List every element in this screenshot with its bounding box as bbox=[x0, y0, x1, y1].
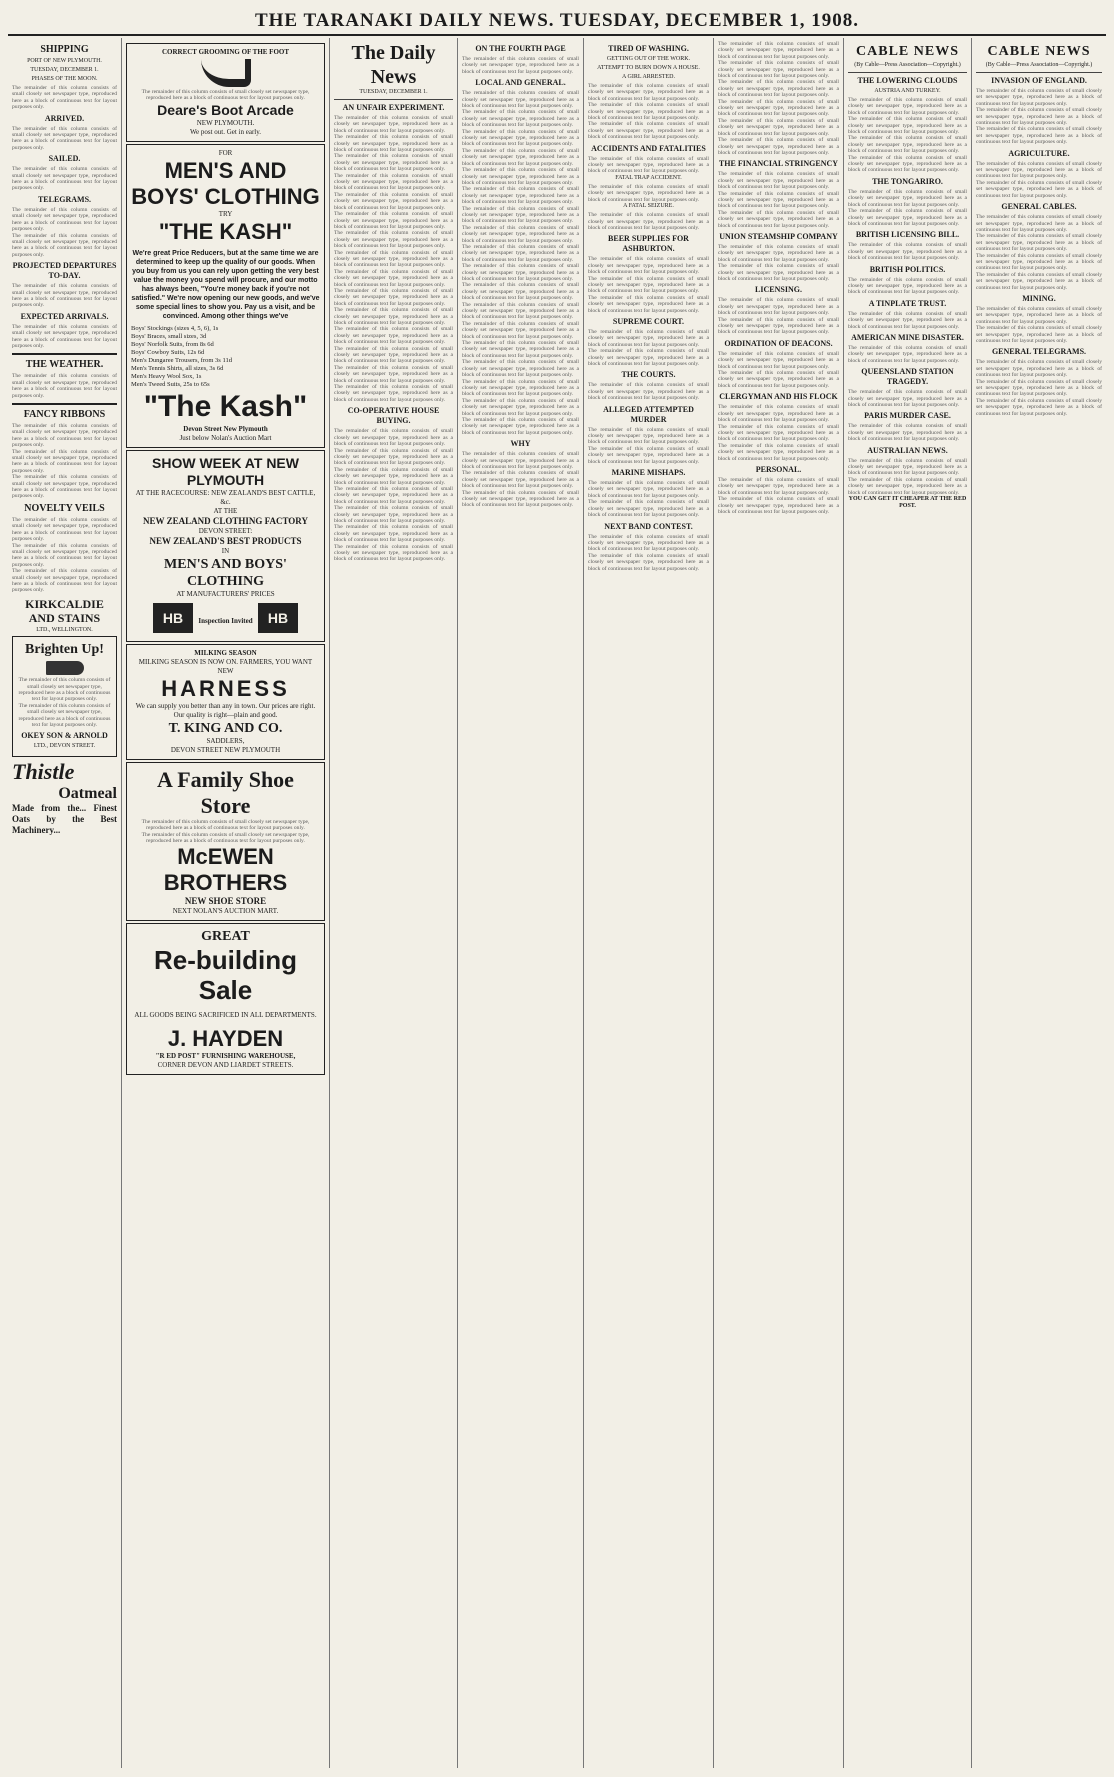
cable2-heading-6: GENERAL TELEGRAMS. bbox=[991, 347, 1087, 357]
body-text: The remainder of this column consists of small closely set newspaper type, reproduced here as a block of continuous text for layout purposes only. bbox=[718, 316, 839, 336]
body-text: The remainder of this column consists of small closely set newspaper type, reproduced here as a block of continuous text for layout purposes only. bbox=[12, 232, 117, 258]
news-heading-union: UNION STEAMSHIP COMPANY bbox=[719, 231, 838, 241]
body-text: The remainder of this column consists of small closely set newspaper type, reproduced here as a block of continuous text for layout purposes only. bbox=[334, 134, 453, 154]
body-text: The remainder of this column consists of small closely set newspaper type, reproduced here as a block of continuous text for layout purposes only. bbox=[976, 88, 1102, 107]
body-text: The remainder of this column consists of small closely set newspaper type, reproduced here as a block of continuous text for layout purposes only. bbox=[718, 137, 839, 156]
news-heading-financial: THE FINANCIAL STRINGENCY bbox=[718, 159, 839, 169]
body-text: The remainder of this column consists of small closely set newspaper type, reproduced here as a block of continuous text for layout purposes only. bbox=[588, 102, 709, 122]
deare-tagline: We post out. Get in early. bbox=[189, 127, 262, 136]
kash-ad bbox=[126, 144, 325, 448]
show-week-ad bbox=[126, 450, 325, 642]
body-text: The remainder of this column consists of small closely set newspaper type, reproduced here as a block of continuous text for layout purposes only. bbox=[976, 179, 1102, 199]
fourth-page-heading: ON THE FOURTH PAGE bbox=[475, 44, 566, 53]
body-text: The remainder of this column consists of small closely set newspaper type, reproduced here as a block of continuous text for layout purposes only. bbox=[848, 97, 967, 116]
body-text: The remainder of this column consists of small closely set newspaper type, reproduced here as a block of continuous text for layout purposes only. bbox=[334, 172, 453, 192]
deare-heading: Deare's Boot Arcade bbox=[157, 101, 294, 118]
divider bbox=[334, 99, 453, 100]
body-text: The remainder of this column consists of small closely set newspaper type, reproduced here as a block of continuous text for layout purposes only. bbox=[12, 323, 117, 349]
body-text: The remainder of this column consists of small closely set newspaper type, reproduced here as a block of continuous text for layout purposes only. bbox=[334, 326, 453, 346]
cable-news-sub-2: (By Cable—Press Association—Copyright.) bbox=[985, 62, 1093, 68]
news-sub-3: A GIRL ARRESTED. bbox=[622, 74, 675, 80]
body-text: The remainder of this column consists of small closely set newspaper type, reproduced here as a block of continuous text for layout purposes only. bbox=[718, 117, 839, 137]
news-heading-1: TIRED OF WASHING. bbox=[608, 44, 689, 53]
body-text: The remainder of this column consists of small closely set newspaper type, reproduced here as a block of continuous text for layout purposes only. bbox=[588, 294, 709, 314]
body-text: The remainder of this column consists of small closely set newspaper type, reproduced here as a block of continuous text for layout purposes only. bbox=[462, 301, 579, 321]
body-text: The remainder of this column consists of small closely set newspaper type, reproduced here as a block of continuous text for layout purposes only. bbox=[976, 325, 1102, 344]
body-text: The remainder of this column consists of small closely set newspaper type, reproduced here as a block of continuous text for layout purposes only. bbox=[12, 166, 117, 192]
hb-logo-left: HB bbox=[153, 603, 193, 633]
why-heading: WHY bbox=[510, 439, 531, 449]
column-news-2 bbox=[714, 38, 844, 1768]
body-text: The remainder of this column consists of small closely set newspaper type, reproduced here as a block of continuous text for layout purposes only. bbox=[462, 224, 579, 244]
deare-sub: NEW PLYMOUTH. bbox=[196, 118, 255, 127]
cable2-heading-5: MINING. bbox=[1022, 293, 1056, 303]
body-text: The remainder of this column consists of small closely set newspaper type, reproduced here as a block of continuous text for layout purposes only. bbox=[976, 359, 1102, 379]
body-text: The remainder of this column consists of small closely set newspaper type, reproduced here as a block of continuous text for layout purposes only. bbox=[976, 305, 1102, 325]
body-text: The remainder of this column consists of small closely set newspaper type, reproduced here as a block of continuous text for layout purposes only. bbox=[462, 167, 579, 186]
body-text: The remainder of this column consists of small closely set newspaper type, reproduced here as a block of continuous text for layout purposes only. bbox=[718, 190, 839, 210]
cable-news-heading-2: CABLE NEWS bbox=[987, 44, 1091, 59]
body-text: The remainder of this column consists of small closely set newspaper type, reproduced here as a block of continuous text for layout purposes only. bbox=[848, 389, 967, 408]
thistle-heading: Thistle bbox=[12, 759, 75, 785]
moon-heading: PHASES OF THE MOON. bbox=[31, 76, 98, 82]
hb-logo-right: HB bbox=[258, 603, 298, 633]
brighten-up-ad bbox=[12, 636, 117, 758]
news-heading-licensing: LICENSING. bbox=[755, 285, 802, 295]
harness-ad bbox=[126, 644, 325, 760]
body-text: The remainder of this column consists of small closely set newspaper type, reproduced here as a block of continuous text for layout purposes only. bbox=[334, 211, 453, 230]
body-text: The remainder of this column consists of small closely set newspaper type, reproduced here as a block of continuous text for layout purposes only. bbox=[718, 370, 839, 389]
devon-street: DEVON STREET: bbox=[198, 526, 253, 535]
kash-address-2: Just below Nolan's Auction Mart bbox=[179, 433, 272, 442]
column-ads bbox=[122, 38, 330, 1768]
body-text: The remainder of this column consists of small closely set newspaper type, reproduced here as a block of continuous text for layout purposes only. bbox=[141, 89, 310, 102]
in-label: IN bbox=[221, 546, 230, 555]
milking-sub: MILKING SEASON IS NOW ON. FARMERS, YOU WANT NEW bbox=[138, 657, 313, 675]
body-text: The remainder of this column consists of small closely set newspaper type, reproduced here as a block of continuous text for layout purposes only. bbox=[588, 256, 709, 276]
king-heading: T. KING AND CO. bbox=[168, 720, 283, 736]
okey-sub: LTD., DEVON STREET. bbox=[33, 743, 96, 750]
columns bbox=[8, 38, 1106, 1768]
divider bbox=[976, 72, 1102, 73]
mcewen-address: NEXT NOLAN'S AUCTION MART. bbox=[172, 907, 279, 916]
rebuilding-sale-heading: Re-building Sale bbox=[154, 945, 297, 1006]
news-sub-2: ATTEMPT TO BURN DOWN A HOUSE. bbox=[597, 65, 700, 71]
body-text: The remainder of this column consists of small closely set newspaper type, reproduced here as a block of continuous text for layout purposes only. bbox=[848, 116, 967, 136]
great-label: GREAT bbox=[201, 929, 250, 945]
body-text: The remainder of this column consists of small closely set newspaper type, reproduced here as a block of continuous text for layout purposes only. bbox=[334, 345, 453, 365]
manufacturers-prices: AT MANUFACTURERS' PRICES bbox=[176, 589, 275, 598]
body-text: The remainder of this column consists of small closely set newspaper type, reproduced here as a block of continuous text for layout purposes only. bbox=[18, 677, 111, 703]
body-text: The remainder of this column consists of small closely set newspaper type, reproduced here as a block of continuous text for layout purposes only. bbox=[462, 378, 579, 398]
body-text: The remainder of this column consists of small closely set newspaper type, reproduced here as a block of continuous text for layout purposes only. bbox=[12, 516, 117, 543]
kirkcaldie-heading: KIRKCALDIE AND STAINS bbox=[25, 596, 104, 625]
family-shoe-heading: A Family Shoe Store bbox=[157, 766, 294, 818]
body-text: The remainder of this column consists of small closely set newspaper type, reproduced here as a block of continuous text for layout purposes only. bbox=[462, 109, 579, 129]
body-text: The remainder of this column consists of small closely set newspaper type, reproduced here as a block of continuous text for layout purposes only. bbox=[718, 60, 839, 80]
red-post-tagline: YOU CAN GET IT CHEAPER AT THE RED POST. bbox=[848, 496, 967, 510]
body-text: The remainder of this column consists of small closely set newspaper type, reproduced here as a block of continuous text for layout purposes only. bbox=[588, 328, 709, 348]
daily-news-title: The Daily News bbox=[351, 42, 436, 88]
body-text: The remainder of this column consists of small closely set newspaper type, reproduced here as a block of continuous text for layout purposes only. bbox=[334, 191, 453, 211]
body-text: The remainder of this column consists of small closely set newspaper type, reproduced here as a block of continuous text for layout purposes only. bbox=[848, 242, 967, 262]
local-general-heading: LOCAL AND GENERAL. bbox=[475, 78, 566, 88]
editorial-heading-2: CO-OPERATIVE HOUSE BUYING. bbox=[347, 406, 440, 426]
body-text: The remainder of this column consists of small closely set newspaper type, reproduced here as a block of continuous text for layout purposes only. bbox=[462, 186, 579, 206]
body-text: The remainder of this column consists of small closely set newspaper type, reproduced here as a block of continuous text for layout purposes only. bbox=[12, 423, 117, 449]
news-heading-5: FATAL TRAP ACCIDENT. bbox=[615, 174, 682, 181]
body-text: The remainder of this column consists of small closely set newspaper type, reproduced here as a block of continuous text for layout purposes only. bbox=[462, 359, 579, 379]
cable-heading-4: BRITISH LICENSING BILL. bbox=[855, 230, 960, 240]
news-heading-9: THE COURTS. bbox=[621, 370, 676, 380]
body-text: The remainder of this column consists of small closely set newspaper type, reproduced here as a block of continuous text for layout purposes only. bbox=[334, 364, 453, 384]
body-text: The remainder of this column consists of small closely set newspaper type, reproduced here as a block of continuous text for layout purposes only. bbox=[718, 350, 839, 370]
news-heading-8: SUPREME COURT. bbox=[612, 316, 685, 326]
body-text: The remainder of this column consists of small closely set newspaper type, reproduced here as a block of continuous text for layout purposes only. bbox=[462, 263, 579, 282]
body-text: The remainder of this column consists of small closely set newspaper type, reproduced here as a block of continuous text for layout purposes only. bbox=[588, 348, 709, 367]
body-text: The remainder of this column consists of small closely set newspaper type, reproduced here as a block of continuous text for layout purposes only. bbox=[462, 128, 579, 148]
body-text: The remainder of this column consists of small closely set newspaper type, reproduced here as a block of continuous text for layout purposes only. bbox=[588, 426, 709, 446]
telegrams-heading: TELEGRAMS. bbox=[37, 194, 92, 204]
body-text: The remainder of this column consists of small closely set newspaper type, reproduced here as a block of continuous text for layout purposes only. bbox=[848, 344, 967, 364]
body-text: The remainder of this column consists of small closely set newspaper type, reproduced here as a block of continuous text for layout purposes only. bbox=[718, 442, 839, 462]
body-text: The remainder of this column consists of small closely set newspaper type, reproduced here as a block of continuous text for layout purposes only. bbox=[462, 451, 579, 470]
sailed-heading: SAILED. bbox=[48, 154, 81, 164]
body-text: The remainder of this column consists of small closely set newspaper type, reproduced here as a block of continuous text for layout purposes only. bbox=[718, 496, 839, 515]
for-label: FOR bbox=[218, 148, 233, 157]
divider bbox=[848, 72, 967, 73]
oatmeal-tagline: Made from the... Finest Oats by the Best Machinery... bbox=[12, 803, 117, 836]
body-text: The remainder of this column consists of small closely set newspaper type, reproduced here as a block of continuous text for layout purposes only. bbox=[334, 524, 453, 544]
body-text: The remainder of this column consists of small closely set newspaper type, reproduced here as a block of continuous text for layout purposes only. bbox=[976, 160, 1102, 180]
body-text: The remainder of this column consists of small closely set newspaper type, reproduced here as a block of continuous text for layout purposes only. bbox=[848, 135, 967, 155]
body-text: The remainder of this column consists of small closely set newspaper type, reproduced here as a block of continuous text for layout purposes only. bbox=[718, 263, 839, 282]
harness-sub: We can supply you better than any in town. Our prices are right. Our quality is right—plain and good. bbox=[135, 701, 316, 719]
body-text: The remainder of this column consists of small closely set newspaper type, reproduced here as a block of continuous text for layout purposes only. bbox=[588, 445, 709, 465]
news-heading-6: A FATAL SEIZURE. bbox=[623, 203, 674, 210]
body-text: The remainder of this column consists of small closely set newspaper type, reproduced here as a block of continuous text for layout purposes only. bbox=[588, 552, 709, 572]
milking-heading: MILKING SEASON bbox=[194, 648, 257, 657]
body-text: The remainder of this column consists of small closely set newspaper type, reproduced here as a block of continuous text for layout purposes only. bbox=[141, 831, 310, 845]
body-text: The remainder of this column consists of small closely set newspaper type, reproduced here as a block of continuous text for layout purposes only. bbox=[848, 423, 967, 443]
kash-heading: "THE KASH" bbox=[158, 218, 293, 244]
body-text: The remainder of this column consists of small closely set newspaper type, reproduced here as a block of continuous text for layout purposes only. bbox=[334, 384, 453, 403]
brush-icon bbox=[46, 661, 84, 675]
divider bbox=[12, 403, 117, 405]
deare-ad bbox=[126, 43, 325, 142]
body-text: The remainder of this column consists of small closely set newspaper type, reproduced here as a block of continuous text for layout purposes only. bbox=[718, 171, 839, 191]
arrived-heading: ARRIVED. bbox=[44, 113, 85, 123]
body-text: The remainder of this column consists of small closely set newspaper type, reproduced here as a block of continuous text for layout purposes only. bbox=[334, 153, 453, 173]
saddlers-label: SADDLERS, bbox=[206, 736, 245, 745]
rebuilding-sale-ad bbox=[126, 923, 325, 1075]
body-text: The remainder of this column consists of small closely set newspaper type, reproduced here as a block of continuous text for layout purposes only. bbox=[12, 568, 117, 594]
expected-heading: EXPECTED ARRIVALS. bbox=[20, 311, 109, 321]
body-text: The remainder of this column consists of small closely set newspaper type, reproduced here as a block of continuous text for layout purposes only. bbox=[462, 489, 579, 509]
body-text: The remainder of this column consists of small closely set newspaper type, reproduced here as a block of continuous text for layout purposes only. bbox=[12, 85, 117, 111]
body-text: The remainder of this column consists of small closely set newspaper type, reproduced here as a block of continuous text for layout purposes only. bbox=[718, 423, 839, 443]
kirkcaldie-sub: LTD., WELLINGTON. bbox=[36, 626, 93, 633]
cable-news-heading: CABLE NEWS bbox=[856, 44, 959, 59]
news-heading-clergyman: CLERGYMAN AND HIS FLOCK bbox=[719, 392, 838, 402]
body-text: The remainder of this column consists of small closely set newspaper type, reproduced here as a block of continuous text for layout purposes only. bbox=[588, 155, 709, 175]
weather-heading: THE WEATHER. bbox=[25, 359, 104, 371]
kash-big-heading: "The Kash" bbox=[143, 389, 308, 423]
body-text: The remainder of this column consists of small closely set newspaper type, reproduced here as a block of continuous text for layout purposes only. bbox=[12, 474, 117, 500]
try-label: TRY bbox=[218, 209, 233, 218]
mens-clothing-heading-2: MEN'S AND BOYS' CLOTHING bbox=[164, 556, 287, 589]
cable-heading-9: PARIS MURDER CASE. bbox=[864, 411, 951, 421]
body-text: The remainder of this column consists of small closely set newspaper type, reproduced here as a block of continuous text for layout purposes only. bbox=[588, 212, 709, 231]
cable-sub-2: AUSTRIA AND TURKEY. bbox=[874, 88, 941, 94]
body-text: The remainder of this column consists of small closely set newspaper type, reproduced here as a block of continuous text for layout purposes only. bbox=[718, 297, 839, 317]
kash-address: Devon Street New Plymouth bbox=[183, 424, 268, 433]
body-text: The remainder of this column consists of small closely set newspaper type, reproduced here as a block of continuous text for layout purposes only. bbox=[848, 310, 967, 330]
body-text: The remainder of this column consists of small closely set newspaper type, reproduced here as a block of continuous text for layout purposes only. bbox=[462, 320, 579, 340]
column-cables-2 bbox=[972, 38, 1106, 1768]
okey-heading: OKEY SON & ARNOLD bbox=[21, 731, 108, 741]
body-text: The remainder of this column consists of small closely set newspaper type, reproduced here as a block of continuous text for layout purposes only. bbox=[141, 818, 310, 832]
brighten-up-heading: Brighten Up! bbox=[25, 641, 104, 657]
body-text: The remainder of this column consists of small closely set newspaper type, reproduced here as a block of continuous text for layout purposes only. bbox=[718, 476, 839, 496]
body-text: The remainder of this column consists of small closely set newspaper type, reproduced here as a block of continuous text for layout purposes only. bbox=[718, 243, 839, 263]
body-text: The remainder of this column consists of small closely set newspaper type, reproduced here as a block of continuous text for layout purposes only. bbox=[334, 485, 453, 505]
body-text: The remainder of this column consists of small closely set newspaper type, reproduced here as a block of continuous text for layout purposes only. bbox=[12, 283, 117, 309]
show-week-heading: SHOW WEEK AT NEW PLYMOUTH bbox=[152, 454, 299, 488]
body-text: The remainder of this column consists of small closely set newspaper type, reproduced here as a block of continuous text for layout purposes only. bbox=[462, 397, 579, 417]
column-news-1 bbox=[584, 38, 714, 1768]
body-text: The remainder of this column consists of small closely set newspaper type, reproduced here as a block of continuous text for layout purposes only. bbox=[976, 233, 1102, 253]
inspection-invited: Inspection Invited bbox=[198, 616, 253, 625]
body-text: The remainder of this column consists of small closely set newspaper type, reproduced here as a block of continuous text for layout purposes only. bbox=[718, 209, 839, 229]
body-text: The remainder of this column consists of small closely set newspaper type, reproduced here as a block of continuous text for layout purposes only. bbox=[334, 307, 453, 326]
body-text: The remainder of this column consists of small closely set newspaper type, reproduced here as a block of continuous text for layout purposes only. bbox=[718, 404, 839, 424]
body-text: The remainder of this column consists of small closely set newspaper type, reproduced here as a block of continuous text for layout purposes only. bbox=[588, 533, 709, 553]
cable-heading-6: A TINPLATE TRUST. bbox=[868, 298, 947, 308]
cable2-heading-4: GENERAL CABLES. bbox=[1001, 202, 1077, 212]
body-text: The remainder of this column consists of small closely set newspaper type, reproduced here as a block of continuous text for layout purposes only. bbox=[334, 428, 453, 448]
editorial-date: TUESDAY, DECEMBER 1. bbox=[359, 89, 428, 95]
body-text: The remainder of this column consists of small closely set newspaper type, reproduced here as a block of continuous text for layout purposes only. bbox=[718, 79, 839, 99]
body-text: The remainder of this column consists of small closely set newspaper type, reproduced here as a block of continuous text for layout purposes only. bbox=[588, 83, 709, 102]
column-cables-1 bbox=[844, 38, 972, 1768]
newspaper-page bbox=[8, 6, 1106, 1770]
cable-heading-2: THE LOWERING CLOUDS bbox=[857, 76, 958, 85]
body-text: The remainder of this column consists of small closely set newspaper type, reproduced here as a block of continuous text for layout purposes only. bbox=[588, 499, 709, 519]
body-text: The remainder of this column consists of small closely set newspaper type, reproduced here as a block of continuous text for layout purposes only. bbox=[588, 382, 709, 402]
body-text: The remainder of this column consists of small closely set newspaper type, reproduced here as a block of continuous text for layout purposes only. bbox=[462, 205, 579, 225]
body-text: The remainder of this column consists of small closely set newspaper type, reproduced here as a block of continuous text for layout purposes only. bbox=[588, 275, 709, 295]
body-text: The remainder of this column consists of small closely set newspaper type, reproduced here as a block of continuous text for layout purposes only. bbox=[848, 208, 967, 227]
news-sub-1: GETTING OUT OF THE WORK. bbox=[606, 56, 691, 62]
body-text: The remainder of this column consists of small closely set newspaper type, reproduced here as a block of continuous text for layout purposes only. bbox=[334, 466, 453, 486]
family-shoe-ad bbox=[126, 762, 325, 922]
body-text: The remainder of this column consists of small closely set newspaper type, reproduced here as a block of continuous text for layout purposes only. bbox=[12, 206, 117, 233]
body-text: The remainder of this column consists of small closely set newspaper type, reproduced here as a block of continuous text for layout purposes only. bbox=[462, 90, 579, 110]
body-text: The remainder of this column consists of small closely set newspaper type, reproduced here as a block of continuous text for layout purposes only. bbox=[334, 287, 453, 307]
shipping-date: TUESDAY, DECEMBER 1. bbox=[30, 67, 99, 73]
news-heading-4: ACCIDENTS AND FATALITIES bbox=[591, 143, 706, 153]
news-heading-12: NEXT BAND CONTEST. bbox=[604, 521, 693, 531]
body-text: The remainder of this column consists of small closely set newspaper type, reproduced here as a block of continuous text for layout purposes only. bbox=[12, 448, 117, 474]
cable2-heading-2: INVASION OF ENGLAND. bbox=[991, 76, 1087, 85]
cable-news-sub: (By Cable—Press Association—Copyright.) bbox=[854, 62, 961, 68]
body-text: The remainder of this column consists of small closely set newspaper type, reproduced here as a block of continuous text for layout purposes only. bbox=[462, 470, 579, 490]
kash-text: We're great Price Reducers, but at the same time we are determined to keep up the quality of our goods. When you buy from us you can rely upon getting the very best value the money you spend will procure, and our motto has always been, "You're money back if you're not satisfied." We're now opening our new goods, and we've some special lines to show you. Pay us a visit, and be convinced. Among other things we've bbox=[131, 249, 320, 320]
body-text: The remainder of this column consists of small closely set newspaper type, reproduced here as a block of continuous text for layout purposes only. bbox=[462, 340, 579, 359]
at-the-label: AT THE bbox=[213, 506, 238, 515]
kash-price-list: Boys' Stockings (sizes 4, 5, 6), 1s Boys' Braces, small sizes, 3d Boys' Norfolk Suits, from 8s 6d Boys' Cowboy Suits, 12s 6d Men's Dungaree Trousers, from 3s 11d Men's Tennis Shirts, all sizes, 3s 6d Men's Heavy Wool Sox, 1s Men's Tweed Suits, 25s to 65s bbox=[131, 324, 232, 388]
body-text: The remainder of this column consists of small closely set newspaper type, reproduced here as a block of continuous text for layout purposes only. bbox=[462, 56, 579, 75]
news-heading-7: BEER SUPPLIES FOR ASHBURTON. bbox=[608, 234, 689, 254]
king-address: DEVON STREET NEW PLYMOUTH bbox=[170, 745, 281, 754]
corner-line: CORNER DEVON AND LIARDET STREETS. bbox=[157, 1061, 294, 1070]
body-text: The remainder of this column consists of small closely set newspaper type, reproduced here as a block of continuous text for layout purposes only. bbox=[334, 543, 453, 563]
novelty-veils-heading: NOVELTY VEILS bbox=[24, 502, 105, 514]
red-post-line: "R ED POST" FURNISHING WAREHOUSE, bbox=[155, 1052, 296, 1061]
port-heading: PORT OF NEW PLYMOUTH. bbox=[27, 58, 102, 64]
body-text: The remainder of this column consists of small closely set newspaper type, reproduced here as a block of continuous text for layout purposes only. bbox=[334, 505, 453, 524]
fancy-ribbons-heading: FANCY RIBBONS bbox=[23, 409, 106, 420]
body-text: The remainder of this column consists of small closely set newspaper type, reproduced here as a block of continuous text for layout purposes only. bbox=[976, 126, 1102, 146]
body-text: The remainder of this column consists of small closely set newspaper type, reproduced here as a block of continuous text for layout purposes only. bbox=[588, 121, 709, 141]
mens-clothing-heading: MEN'S AND BOYS' CLOTHING bbox=[131, 157, 320, 209]
body-text: The remainder of this column consists of small closely set newspaper type, reproduced here as a block of continuous text for layout purposes only. bbox=[976, 397, 1102, 417]
body-text: The remainder of this column consists of small closely set newspaper type, reproduced here as a block of continuous text for layout purposes only. bbox=[848, 154, 967, 174]
body-text: The remainder of this column consists of small closely set newspaper type, reproduced here as a block of continuous text for layout purposes only. bbox=[12, 373, 117, 399]
body-text: The remainder of this column consists of small closely set newspaper type, reproduced here as a block of continuous text for layout purposes only. bbox=[718, 98, 839, 118]
hayden-heading: J. HAYDEN bbox=[167, 1026, 284, 1052]
divider bbox=[12, 353, 117, 355]
body-text: The remainder of this column consists of small closely set newspaper type, reproduced here as a block of continuous text for layout purposes only. bbox=[334, 447, 453, 467]
cable-heading-10: AUSTRALIAN NEWS. bbox=[867, 445, 948, 455]
shipping-heading: SHIPPING bbox=[40, 44, 89, 55]
body-text: The remainder of this column consists of small closely set newspaper type, reproduced here as a block of continuous text for layout purposes only. bbox=[462, 147, 579, 167]
cable-heading-5: BRITISH POLITICS. bbox=[869, 264, 946, 274]
body-text: The remainder of this column consists of small closely set newspaper type, reproduced here as a block of continuous text for layout purposes only. bbox=[848, 457, 967, 477]
body-text: The remainder of this column consists of small closely set newspaper type, reproduced here as a block of continuous text for layout purposes only. bbox=[12, 542, 117, 568]
body-text: The remainder of this column consists of small closely set newspaper type, reproduced here as a block of continuous text for layout purposes only. bbox=[12, 125, 117, 151]
news-heading-10: ALLEGED ATTEMPTED MURDER bbox=[603, 404, 694, 424]
new-shoe-store: NEW SHOE STORE bbox=[184, 896, 267, 907]
body-text: The remainder of this column consists of small closely set newspaper type, reproduced here as a block of continuous text for layout purposes only. bbox=[334, 268, 453, 288]
nzcf-heading: NEW ZEALAND CLOTHING FACTORY bbox=[143, 515, 308, 526]
news-heading-personal: PERSONAL. bbox=[755, 464, 802, 474]
column-shipping bbox=[8, 38, 122, 1768]
body-text: The remainder of this column consists of small closely set newspaper type, reproduced here as a block of continuous text for layout purposes only. bbox=[18, 702, 111, 728]
column-local bbox=[458, 38, 584, 1768]
best-products-heading: NEW ZEALAND'S BEST PRODUCTS bbox=[149, 535, 302, 546]
body-text: The remainder of this column consists of small closely set newspaper type, reproduced here as a block of continuous text for layout purposes only. bbox=[848, 476, 967, 496]
newspaper-masthead: THE TARANAKI DAILY NEWS. TUESDAY, DECEMBER 1, 1908. bbox=[8, 6, 1106, 36]
body-text: The remainder of this column consists of small closely set newspaper type, reproduced here as a block of continuous text for layout purposes only. bbox=[976, 107, 1102, 127]
body-text: The remainder of this column consists of small closely set newspaper type, reproduced here as a block of continuous text for layout purposes only. bbox=[976, 214, 1102, 233]
harness-heading: HARNESS bbox=[161, 675, 290, 701]
body-text: The remainder of this column consists of small closely set newspaper type, reproduced here as a block of continuous text for layout purposes only. bbox=[334, 115, 453, 134]
body-text: The remainder of this column consists of small closely set newspaper type, reproduced here as a block of continuous text for layout purposes only. bbox=[718, 41, 839, 60]
shoe-icon bbox=[201, 59, 251, 87]
correct-grooming-heading: CORRECT GROOMING OF THE FOOT bbox=[161, 48, 290, 56]
cable2-heading-3: AGRICULTURE. bbox=[1008, 148, 1070, 158]
cable-heading-7: AMERICAN MINE DISASTER. bbox=[851, 332, 964, 342]
racecourse-line: AT THE RACECOURSE: NEW ZEALAND'S BEST CATTLE, &c. bbox=[135, 488, 316, 506]
body-text: The remainder of this column consists of small closely set newspaper type, reproduced here as a block of continuous text for layout purposes only. bbox=[588, 183, 709, 203]
body-text: The remainder of this column consists of small closely set newspaper type, reproduced here as a block of continuous text for layout purposes only. bbox=[462, 416, 579, 436]
body-text: The remainder of this column consists of small closely set newspaper type, reproduced here as a block of continuous text for layout purposes only. bbox=[976, 252, 1102, 272]
cable-heading-8: QUEENSLAND STATION TRAGEDY. bbox=[861, 367, 954, 387]
body-text: The remainder of this column consists of small closely set newspaper type, reproduced here as a block of continuous text for layout purposes only. bbox=[976, 378, 1102, 398]
news-heading-11: MARINE MISHAPS. bbox=[611, 468, 686, 478]
editorial-heading-1: AN UNFAIR EXPERIMENT. bbox=[342, 103, 445, 112]
body-text: The remainder of this column consists of small closely set newspaper type, reproduced here as a block of continuous text for layout purposes only. bbox=[334, 230, 453, 250]
body-text: The remainder of this column consists of small closely set newspaper type, reproduced here as a block of continuous text for layout purposes only. bbox=[588, 480, 709, 499]
oatmeal-heading: Oatmeal bbox=[58, 785, 117, 803]
body-text: The remainder of this column consists of small closely set newspaper type, reproduced here as a block of continuous text for layout purposes only. bbox=[462, 282, 579, 302]
projected-heading: PROJECTED DEPARTURES TO-DAY. bbox=[12, 261, 117, 281]
cable-heading-3: THE TONGARIRO. bbox=[872, 176, 943, 186]
body-text: The remainder of this column consists of small closely set newspaper type, reproduced here as a block of continuous text for layout purposes only. bbox=[462, 243, 579, 263]
body-text: The remainder of this column consists of small closely set newspaper type, reproduced here as a block of continuous text for layout purposes only. bbox=[848, 188, 967, 208]
news-heading-deacons: ORDINATION OF DEACONS. bbox=[724, 338, 833, 348]
body-text: The remainder of this column consists of small closely set newspaper type, reproduced here as a block of continuous text for layout purposes only. bbox=[976, 271, 1102, 291]
body-text: The remainder of this column consists of small closely set newspaper type, reproduced here as a block of continuous text for layout purposes only. bbox=[334, 249, 453, 269]
mcewen-heading: McEWEN BROTHERS bbox=[163, 844, 288, 896]
column-editorial bbox=[330, 38, 458, 1768]
body-text: The remainder of this column consists of small closely set newspaper type, reproduced here as a block of continuous text for layout purposes only. bbox=[848, 276, 967, 296]
all-goods-line: ALL GOODS BEING SACRIFICED IN ALL DEPARTMENTS. bbox=[134, 1011, 317, 1020]
